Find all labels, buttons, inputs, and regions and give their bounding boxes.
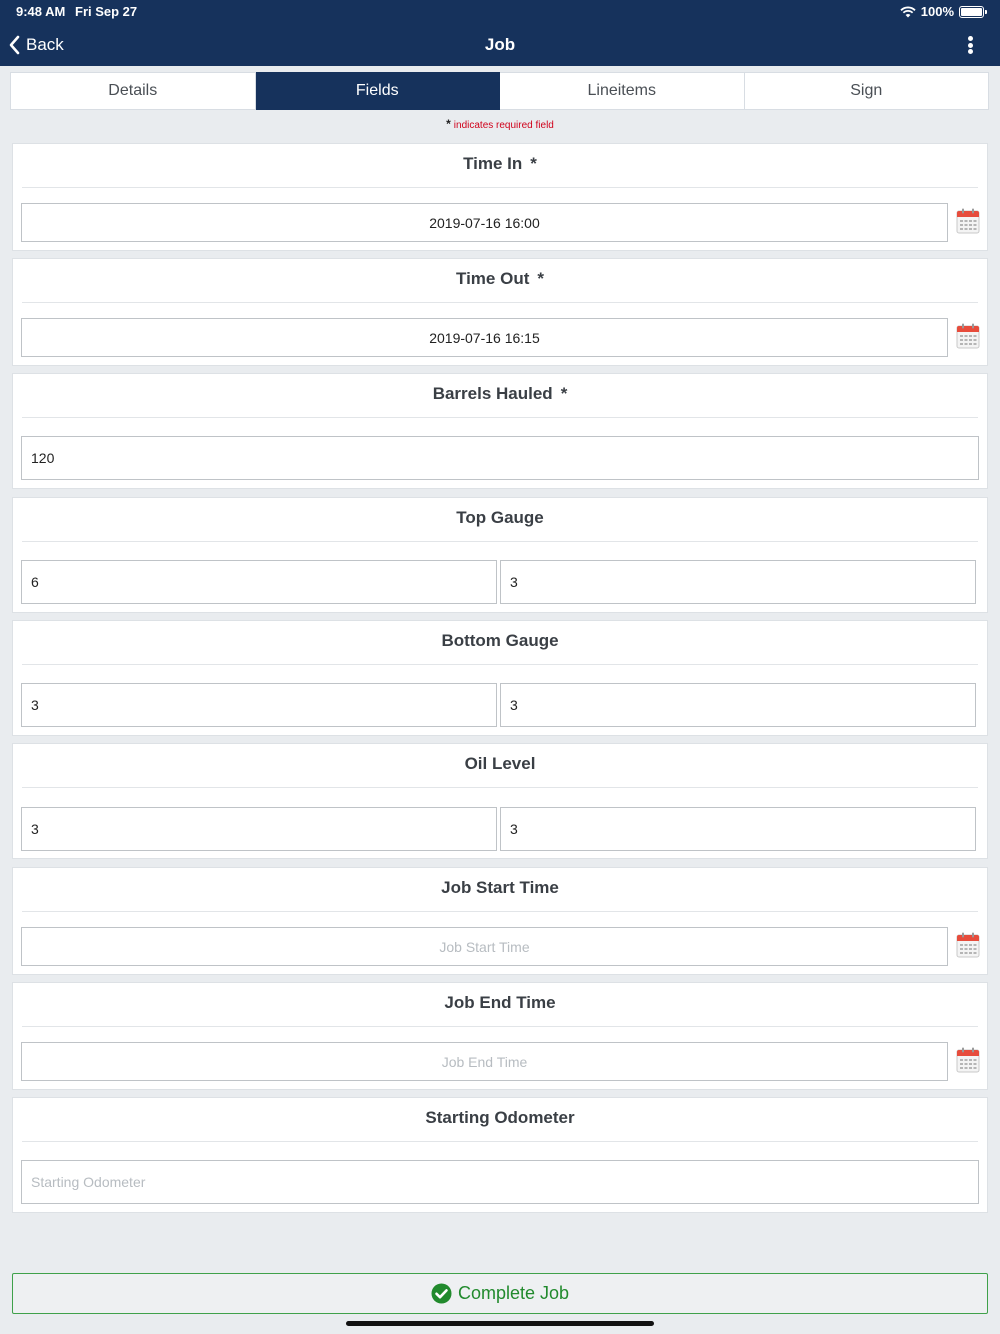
field-label-job-start-time: Job Start Time [441,878,559,897]
field-label-starting-odometer: Starting Odometer [425,1108,575,1127]
divider [22,911,978,912]
field-label-top-gauge: Top Gauge [456,508,544,527]
calendar-icon[interactable] [956,1047,980,1073]
time-out-input[interactable]: 2019-07-16 16:15 [21,318,948,357]
tab-bar [10,72,989,110]
more-vertical-icon[interactable] [960,34,980,56]
job-end-time-input[interactable]: Job End Time [21,1042,948,1081]
complete-job-label: Complete Job [457,1283,570,1303]
oil-level-feet-input[interactable]: 3 [21,807,497,851]
barrels-hauled-input[interactable]: 120 [21,436,979,480]
field-card-top-gauge [12,497,988,613]
time-in-input[interactable]: 2019-07-16 16:00 [21,203,948,242]
divider [22,664,978,665]
tab-lineitems[interactable]: Lineitems [500,72,745,110]
status-indicators [900,4,984,19]
top-bar [0,0,1000,66]
complete-job-button[interactable] [12,1273,988,1314]
tab-details[interactable]: Details [10,72,256,110]
battery-percent: 100% [920,4,954,19]
oil-level-inches-input[interactable]: 3 [500,807,976,851]
status-time: 9:48 AM [16,4,66,19]
field-label-time-in: Time In * [463,154,537,173]
field-label-bottom-gauge: Bottom Gauge [441,631,559,650]
battery-icon [959,6,984,18]
divider [22,302,978,303]
field-label-time-out: Time Out * [456,269,544,288]
status-date: Fri Sep 27 [75,4,138,19]
back-label: Back [26,35,64,54]
home-indicator[interactable] [346,1321,654,1326]
field-card-time-out [12,258,988,366]
field-label-oil-level: Oil Level [464,754,536,773]
calendar-icon[interactable] [956,932,980,958]
field-card-job-end-time [12,982,988,1090]
field-label-job-end-time: Job End Time [444,993,556,1012]
divider [22,787,978,788]
divider [22,1141,978,1142]
field-card-starting-odometer [12,1097,988,1213]
bottom-gauge-feet-input[interactable]: 3 [21,683,497,727]
divider [22,1026,978,1027]
required-field-note [0,117,1000,131]
calendar-icon[interactable] [956,208,980,234]
field-card-oil-level [12,743,988,859]
starting-odometer-input[interactable]: Starting Odometer [21,1160,979,1204]
top-gauge-feet-input[interactable]: 6 [21,560,497,604]
field-card-bottom-gauge [12,620,988,736]
field-label-barrels-hauled: Barrels Hauled * [432,384,568,403]
top-gauge-inches-input[interactable]: 3 [500,560,976,604]
field-card-job-start-time [12,867,988,975]
required-star: * [446,117,451,131]
check-circle-icon [431,1283,452,1304]
divider [22,541,978,542]
bottom-gauge-inches-input[interactable]: 3 [500,683,976,727]
tab-fields[interactable]: Fields [256,72,501,110]
field-card-time-in [12,143,988,251]
divider [22,187,978,188]
required-note-text: indicates required field [453,120,554,131]
page-title: Job [484,35,516,54]
divider [22,417,978,418]
job-start-time-input[interactable]: Job Start Time [21,927,948,966]
tab-sign[interactable]: Sign [745,72,990,110]
field-card-barrels-hauled [12,373,988,489]
calendar-icon[interactable] [956,323,980,349]
wifi-icon [900,6,916,18]
